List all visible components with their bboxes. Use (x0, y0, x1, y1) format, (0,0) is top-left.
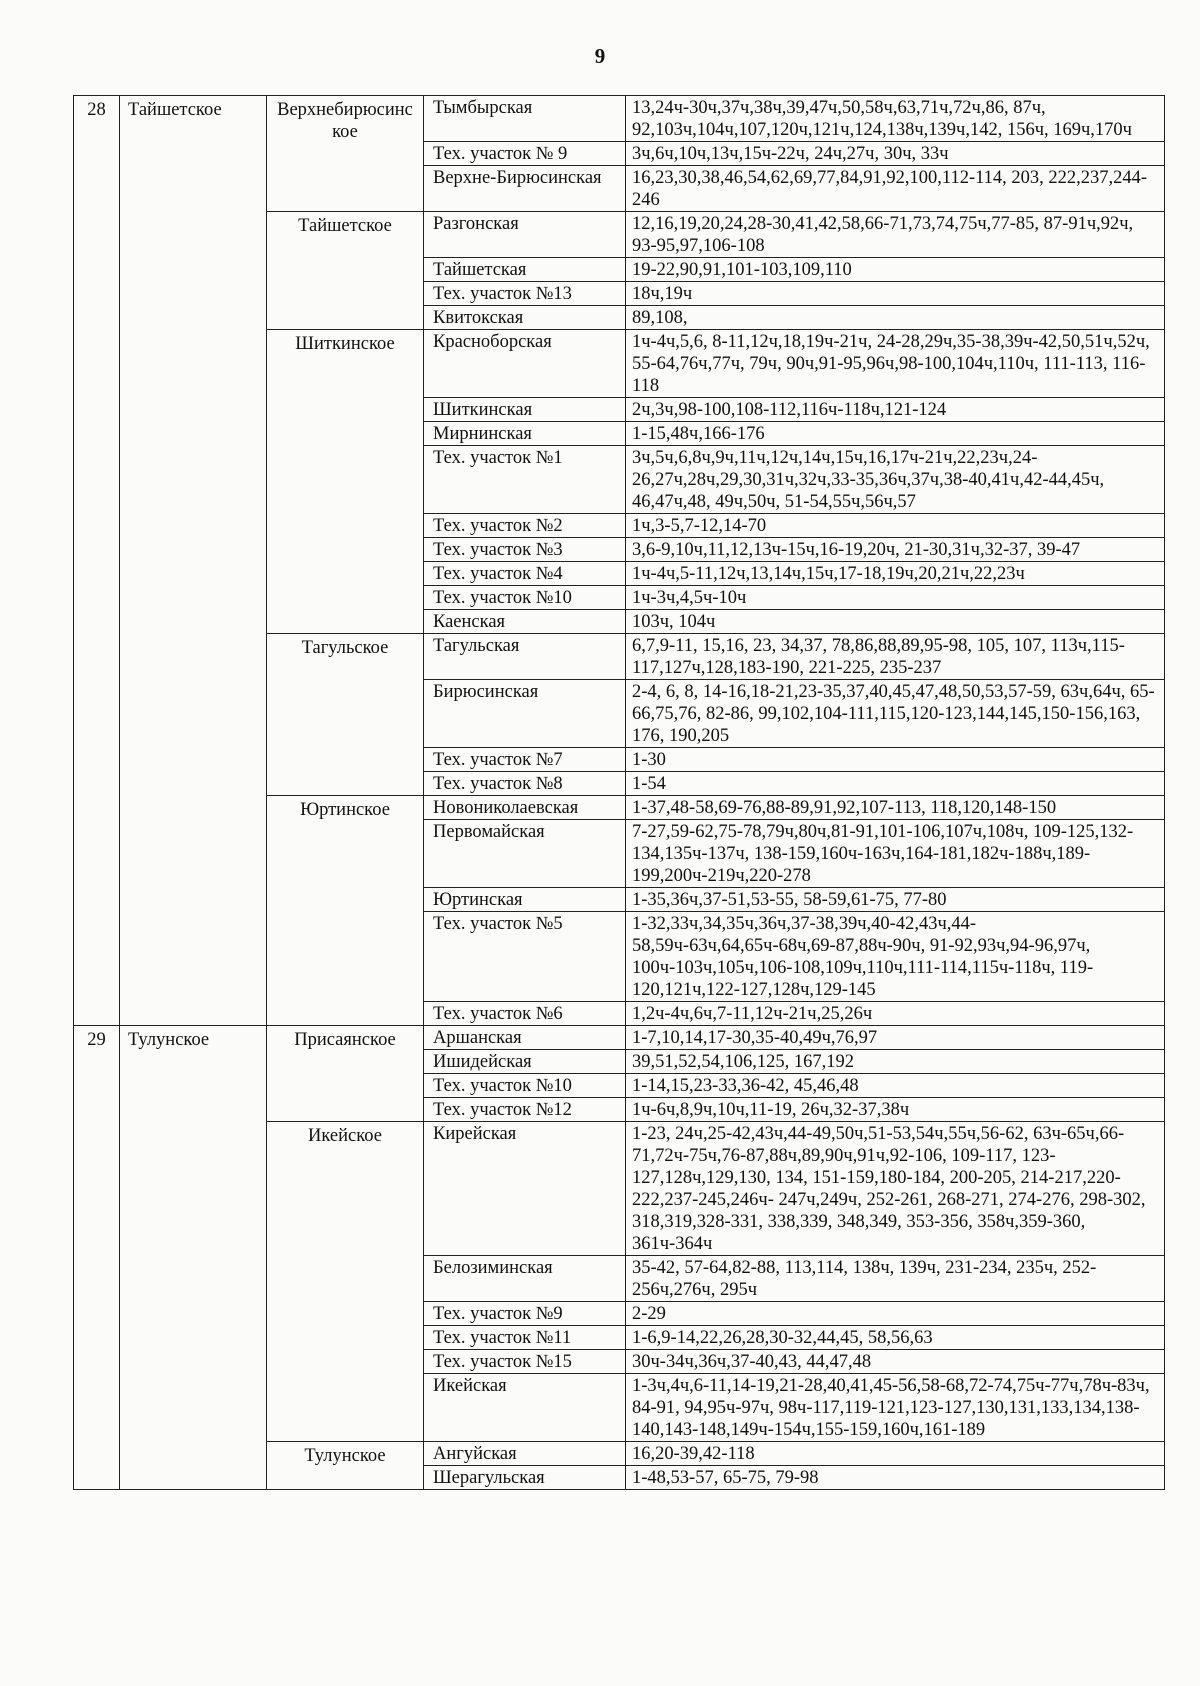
page-number: 9 (594, 44, 606, 68)
municipality-name: Шиткинское (267, 330, 424, 634)
forestry-name: Мирнинская (424, 422, 626, 446)
quarter-numbers: 1ч-4ч,5,6, 8-11,12ч,18,19ч-21ч, 24-28,29ч,35-38,39ч-42,50,51ч,52ч, 55-64,76ч,77ч, 79ч, 90ч,91-95,96ч,98-100,104ч,110ч, 111-113, 116-118 (626, 330, 1165, 398)
quarter-numbers: 1-23, 24ч,25-42,43ч,44-49,50ч,51-53,54ч,55ч,56-62, 63ч-65ч,66-71,72ч-75ч,76-87,88ч,89,90ч,91ч,92-106, 109-117, 123-127,128ч,129,130, 134, 151-159,180-184, 200-205, 214-217,220-222,237-245,246ч- 247ч,249ч, 252-261, 268-271, 274-276, 298-302, 318,319,328-331, 338,339, 348,349, 353-356, 358ч,359-360, 361ч-364ч (626, 1122, 1165, 1256)
quarter-numbers: 1ч,3-5,7-12,14-70 (626, 514, 1165, 538)
quarter-numbers: 1ч-3ч,4,5ч-10ч (626, 586, 1165, 610)
forestry-name: Тех. участок №15 (424, 1350, 626, 1374)
quarter-numbers: 3ч,5ч,6,8ч,9ч,11ч,12ч,14ч,15ч,16,17ч-21ч,22,23ч,24-26,27ч,28ч,29,30,31ч,32ч,33-35,36ч,37ч,38-40,41ч,42-44,45ч, 46,47ч,48, 49ч,50ч, 51-54,55ч,56ч,57 (626, 446, 1165, 514)
forestry-name: Новониколаевская (424, 796, 626, 820)
region-number: 29 (74, 1026, 120, 1490)
quarter-numbers: 89,108, (626, 306, 1165, 330)
forestry-name: Каенская (424, 610, 626, 634)
forestry-name: Разгонская (424, 212, 626, 258)
quarter-numbers: 1-35,36ч,37-51,53-55, 58-59,61-75, 77-80 (626, 888, 1165, 912)
forestry-name: Тех. участок №11 (424, 1326, 626, 1350)
table-row (74, 1026, 1165, 1050)
forestry-name: Тех. участок № 9 (424, 142, 626, 166)
quarter-numbers: 3ч,6ч,10ч,13ч,15ч-22ч, 24ч,27ч, 30ч, 33ч (626, 142, 1165, 166)
region-number: 28 (74, 96, 120, 1026)
quarter-numbers: 1-37,48-58,69-76,88-89,91,92,107-113, 118,120,148-150 (626, 796, 1165, 820)
forestry-name: Белозиминская (424, 1256, 626, 1302)
forestry-name: Аршанская (424, 1026, 626, 1050)
forestry-name: Ангуйская (424, 1442, 626, 1466)
quarter-numbers: 1-30 (626, 748, 1165, 772)
quarter-numbers: 7-27,59-62,75-78,79ч,80ч,81-91,101-106,107ч,108ч, 109-125,132-134,135ч-137ч, 138-159,160ч-163ч,164-181,182ч-188ч,189-199,200ч-219ч,220-278 (626, 820, 1165, 888)
quarter-numbers: 1-15,48ч,166-176 (626, 422, 1165, 446)
forestry-name: Тайшетская (424, 258, 626, 282)
forestry-name: Тех. участок №10 (424, 1074, 626, 1098)
forestry-name: Шиткинская (424, 398, 626, 422)
forestry-name: Икейская (424, 1374, 626, 1442)
quarter-numbers: 1ч-6ч,8,9ч,10ч,11-19, 26ч,32-37,38ч (626, 1098, 1165, 1122)
quarter-numbers: 1-54 (626, 772, 1165, 796)
municipality-name: Тайшетское (267, 212, 424, 330)
forestry-name: Верхне-Бирюсинская (424, 166, 626, 212)
quarter-numbers: 19-22,90,91,101-103,109,110 (626, 258, 1165, 282)
region-name: Тулунское (120, 1026, 267, 1490)
forestry-name: Квитокская (424, 306, 626, 330)
quarter-numbers: 1-48,53-57, 65-75, 79-98 (626, 1466, 1165, 1490)
quarter-numbers: 18ч,19ч (626, 282, 1165, 306)
forestry-name: Тех. участок №13 (424, 282, 626, 306)
forestry-name: Бирюсинская (424, 680, 626, 748)
forestry-name: Шерагульская (424, 1466, 626, 1490)
forestry-name: Тех. участок №2 (424, 514, 626, 538)
forestry-name: Тех. участок №7 (424, 748, 626, 772)
forestry-name: Тех. участок №3 (424, 538, 626, 562)
forestry-name: Ишидейская (424, 1050, 626, 1074)
forestry-name: Кирейская (424, 1122, 626, 1256)
quarter-numbers: 35-42, 57-64,82-88, 113,114, 138ч, 139ч, 231-234, 235ч, 252-256ч,276ч, 295ч (626, 1256, 1165, 1302)
forestry-name: Тех. участок №5 (424, 912, 626, 1002)
municipality-name: Тулунское (267, 1442, 424, 1490)
municipality-name: Верхнебирюсинс кое (267, 96, 424, 212)
table-row (74, 96, 1165, 142)
quarter-numbers: 103ч, 104ч (626, 610, 1165, 634)
quarter-numbers: 1-6,9-14,22,26,28,30-32,44,45, 58,56,63 (626, 1326, 1165, 1350)
municipality-name: Присаянское (267, 1026, 424, 1122)
forestry-name: Тымбырская (424, 96, 626, 142)
forestry-name: Юртинская (424, 888, 626, 912)
forestry-name: Тех. участок №12 (424, 1098, 626, 1122)
quarter-numbers: 6,7,9-11, 15,16, 23, 34,37, 78,86,88,89,95-98, 105, 107, 113ч,115-117,127ч,128,183-190, 221-225, 235-237 (626, 634, 1165, 680)
table-body (74, 96, 1165, 1490)
quarter-numbers: 2-29 (626, 1302, 1165, 1326)
municipality-name: Тагульское (267, 634, 424, 796)
forestry-table (73, 95, 1165, 1490)
municipality-name: Юртинское (267, 796, 424, 1026)
quarter-numbers: 3,6-9,10ч,11,12,13ч-15ч,16-19,20ч, 21-30,31ч,32-37, 39-47 (626, 538, 1165, 562)
forestry-name: Тех. участок №10 (424, 586, 626, 610)
forestry-name: Тех. участок №1 (424, 446, 626, 514)
forestry-name: Тех. участок №8 (424, 772, 626, 796)
forestry-name: Красноборская (424, 330, 626, 398)
region-name: Тайшетское (120, 96, 267, 1026)
quarter-numbers: 1,2ч-4ч,6ч,7-11,12ч-21ч,25,26ч (626, 1002, 1165, 1026)
quarter-numbers: 1-14,15,23-33,36-42, 45,46,48 (626, 1074, 1165, 1098)
quarter-numbers: 2-4, 6, 8, 14-16,18-21,23-35,37,40,45,47,48,50,53,57-59, 63ч,64ч, 65-66,75,76, 82-86, 99,102,104-111,115,120-123,144,145,150-156,163, 176, 190,205 (626, 680, 1165, 748)
quarter-numbers: 1ч-4ч,5-11,12ч,13,14ч,15ч,17-18,19ч,20,21ч,22,23ч (626, 562, 1165, 586)
quarter-numbers: 12,16,19,20,24,28-30,41,42,58,66-71,73,74,75ч,77-85, 87-91ч,92ч, 93-95,97,106-108 (626, 212, 1165, 258)
forestry-name: Тех. участок №6 (424, 1002, 626, 1026)
municipality-name: Икейское (267, 1122, 424, 1442)
quarter-numbers: 39,51,52,54,106,125, 167,192 (626, 1050, 1165, 1074)
quarter-numbers: 2ч,3ч,98-100,108-112,116ч-118ч,121-124 (626, 398, 1165, 422)
quarter-numbers: 30ч-34ч,36ч,37-40,43, 44,47,48 (626, 1350, 1165, 1374)
quarter-numbers: 1-3ч,4ч,6-11,14-19,21-28,40,41,45-56,58-68,72-74,75ч-77ч,78ч-83ч, 84-91, 94,95ч-97ч, 98ч-117,119-121,123-127,130,131,133,134,138-140,143-148,149ч-154ч,155-159,160ч,161-189 (626, 1374, 1165, 1442)
forestry-name: Тех. участок №4 (424, 562, 626, 586)
forestry-name: Тех. участок №9 (424, 1302, 626, 1326)
quarter-numbers: 16,23,30,38,46,54,62,69,77,84,91,92,100,112-114, 203, 222,237,244-246 (626, 166, 1165, 212)
quarter-numbers: 1-7,10,14,17-30,35-40,49ч,76,97 (626, 1026, 1165, 1050)
quarter-numbers: 1-32,33ч,34,35ч,36ч,37-38,39ч,40-42,43ч,44-58,59ч-63ч,64,65ч-68ч,69-87,88ч-90ч, 91-92,93ч,94-96,97ч, 100ч-103ч,105ч,106-108,109ч,110ч,111-114,115ч-118ч, 119-120,121ч,122-127,128ч,129-145 (626, 912, 1165, 1002)
quarter-numbers: 16,20-39,42-118 (626, 1442, 1165, 1466)
forestry-name: Тагульская (424, 634, 626, 680)
forestry-name: Первомайская (424, 820, 626, 888)
quarter-numbers: 13,24ч-30ч,37ч,38ч,39,47ч,50,58ч,63,71ч,72ч,86, 87ч, 92,103ч,104ч,107,120ч,121ч,124,138ч,139ч,142, 156ч, 169ч,170ч (626, 96, 1165, 142)
